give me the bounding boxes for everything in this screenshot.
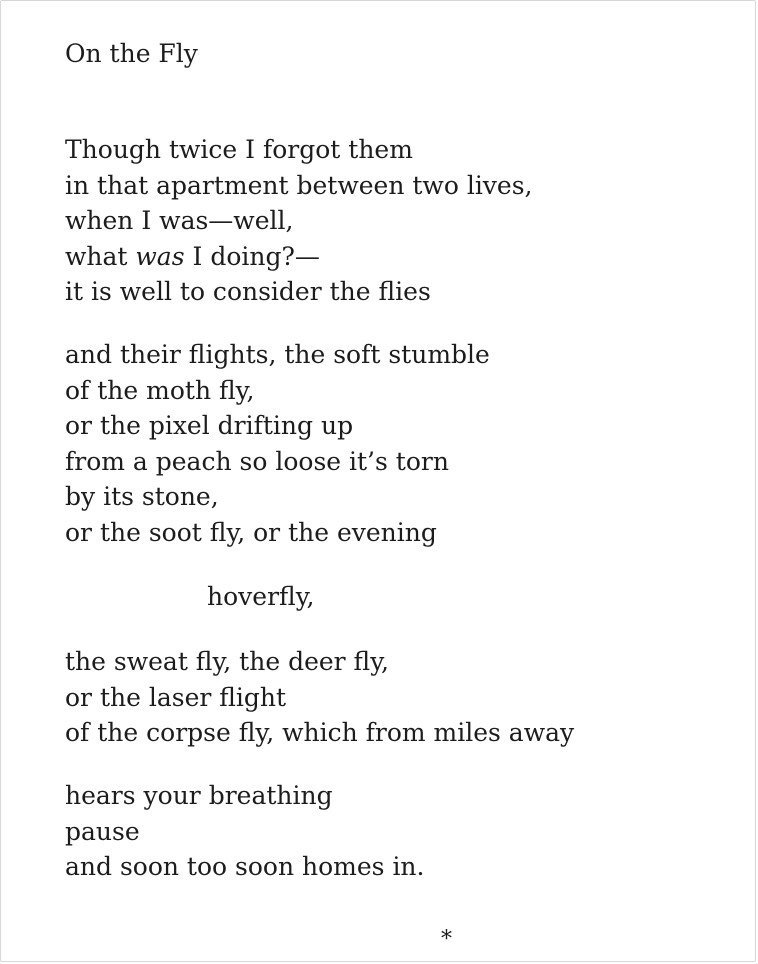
italic-text: was <box>135 241 185 271</box>
stanza-3 <box>207 579 314 615</box>
line-text: I doing?— <box>184 241 320 271</box>
poem-line: and their flights, the soft stumble <box>65 340 490 369</box>
poem-line: hoverfly, <box>207 582 315 611</box>
section-break-asterisk: * <box>441 927 452 952</box>
poem-line: when I was—well, <box>65 206 294 235</box>
poem-line: it is well to consider the flies <box>65 277 431 306</box>
poem-line: by its stone, <box>65 482 219 511</box>
poem-line: of the corpse fly, which from miles away <box>65 718 575 747</box>
poem-line <box>65 239 533 275</box>
poem-line: Though twice I forgot them <box>65 135 413 164</box>
poem-line: or the soot fly, or the evening <box>65 517 437 547</box>
poem-line: in that apartment between two lives, <box>65 170 533 200</box>
stanza-2 <box>65 337 490 550</box>
poem-line: of the moth fly, <box>65 375 255 405</box>
poem-line: or the laser flight <box>65 682 287 712</box>
stanza-4 <box>65 644 574 751</box>
poem-line: from a peach so loose it’s torn <box>65 446 449 476</box>
poem-line: pause <box>65 816 140 846</box>
poem-line: or the pixel drifting up <box>65 411 354 440</box>
poem-title: On the Fly <box>65 39 198 68</box>
stanza-1 <box>65 132 533 310</box>
stanza-5 <box>65 778 425 885</box>
poem-line: the sweat fly, the deer fly, <box>65 647 389 676</box>
poem-line: and soon too soon homes in. <box>65 852 425 881</box>
poem-line: hears your breathing <box>65 781 333 810</box>
line-text: what <box>65 241 136 271</box>
